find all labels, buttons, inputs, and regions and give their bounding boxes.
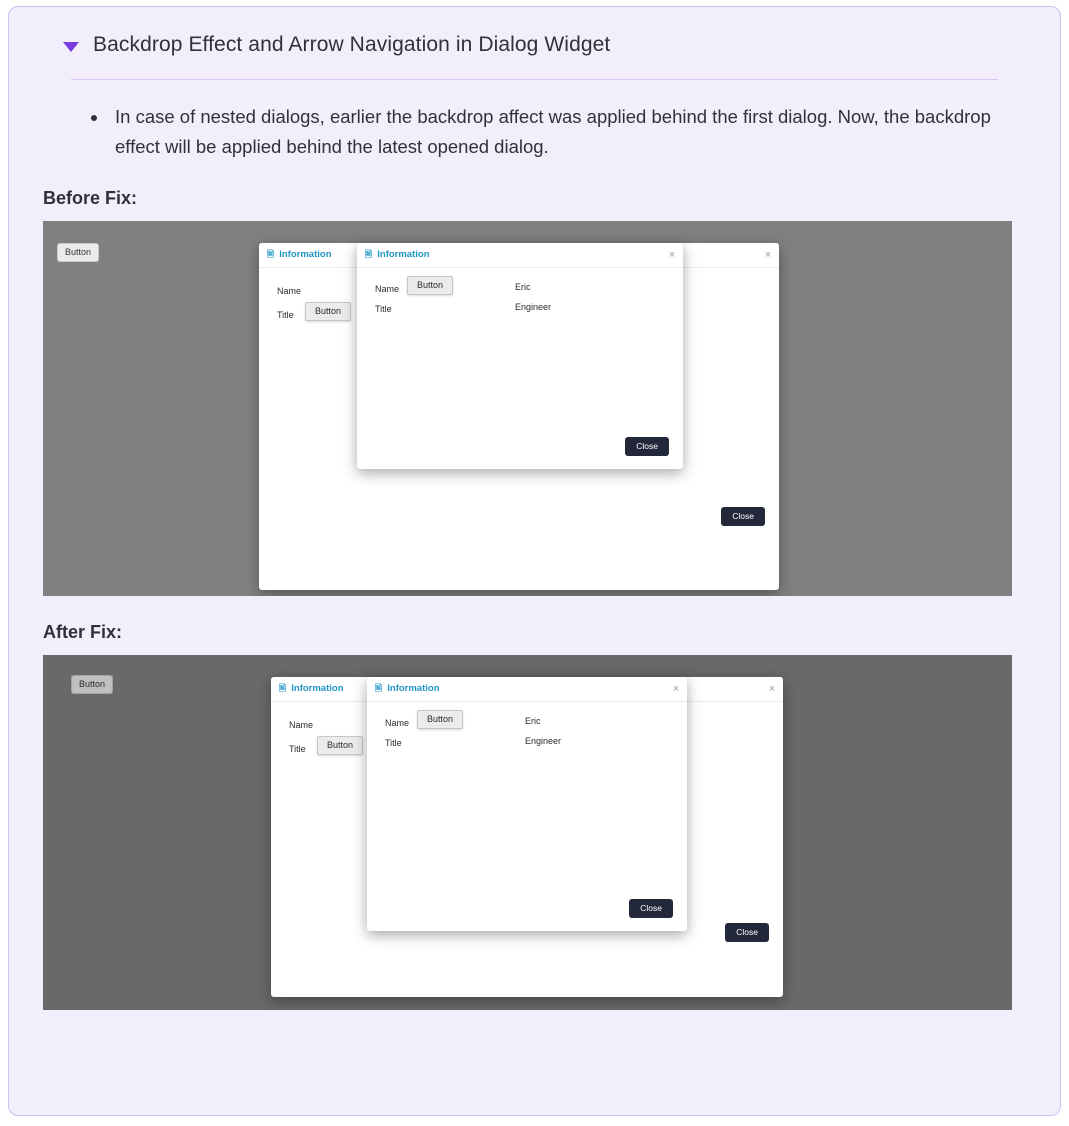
section-header[interactable] — [43, 33, 1026, 57]
inline-button-title[interactable]: Button — [305, 302, 351, 321]
outer-dialog-close-button[interactable]: Close — [721, 507, 765, 526]
field-value-name: Eric — [515, 281, 531, 292]
inner-dialog-body — [367, 702, 687, 931]
outer-dialog-close-button[interactable]: Close — [725, 923, 769, 942]
page-title: Backdrop Effect and Arrow Navigation in Dialog Widget — [93, 33, 611, 56]
inner-dialog-close-button[interactable]: Close — [629, 899, 673, 918]
inner-dialog — [367, 677, 687, 931]
document-icon: 🖹 — [267, 248, 275, 259]
field-label-title: Title — [385, 737, 402, 748]
outer-dialog-title: Information — [279, 249, 332, 261]
field-label-name: Name — [277, 285, 302, 296]
after-fix-caption: After Fix: — [43, 621, 123, 642]
list-item: • In case of nested dialogs, earlier the backdrop affect was applied behind the first dialog. Now, the backdrop effect will be applied behind the latest opened dialog. — [109, 102, 1026, 162]
inner-dialog-title: Information — [387, 683, 440, 695]
page-button[interactable]: Button — [71, 675, 113, 694]
outer-dialog-title: Information — [291, 683, 344, 695]
inner-dialog-titlebar — [357, 243, 683, 268]
before-fix-screenshot — [43, 221, 1012, 596]
after-fix-screenshot — [43, 655, 1012, 1010]
inner-dialog-titlebar — [367, 677, 687, 702]
release-note-panel — [8, 6, 1061, 1116]
inline-button-name[interactable]: Button — [417, 710, 463, 729]
close-icon[interactable]: × — [668, 248, 675, 261]
field-value-name: Eric — [525, 715, 541, 726]
inner-dialog-body — [357, 268, 683, 469]
field-label-name: Name — [375, 283, 400, 294]
inner-dialog-close-button[interactable]: Close — [625, 437, 669, 456]
field-value-title: Engineer — [515, 301, 552, 312]
header-divider — [71, 79, 998, 80]
field-label-name: Name — [289, 719, 314, 730]
document-icon: 🖹 — [365, 248, 373, 259]
caret-down-icon[interactable] — [63, 42, 79, 52]
inline-button-name[interactable]: Button — [407, 276, 453, 295]
inline-button-title[interactable]: Button — [317, 736, 363, 755]
field-label-title: Title — [375, 303, 392, 314]
document-icon: 🖹 — [375, 682, 383, 693]
page-button[interactable]: Button — [57, 243, 99, 262]
close-icon[interactable]: × — [764, 248, 771, 261]
inner-dialog-title: Information — [377, 249, 430, 261]
before-fix-caption: Before Fix: — [43, 187, 138, 208]
field-label-title: Title — [289, 743, 306, 754]
field-label-name: Name — [385, 717, 410, 728]
inner-dialog — [357, 243, 683, 469]
bullet-list — [43, 102, 1026, 162]
field-value-title: Engineer — [525, 735, 562, 746]
close-icon[interactable]: × — [672, 682, 679, 695]
close-icon[interactable]: × — [768, 682, 775, 695]
field-label-title: Title — [277, 309, 294, 320]
document-icon: 🖹 — [279, 682, 287, 693]
